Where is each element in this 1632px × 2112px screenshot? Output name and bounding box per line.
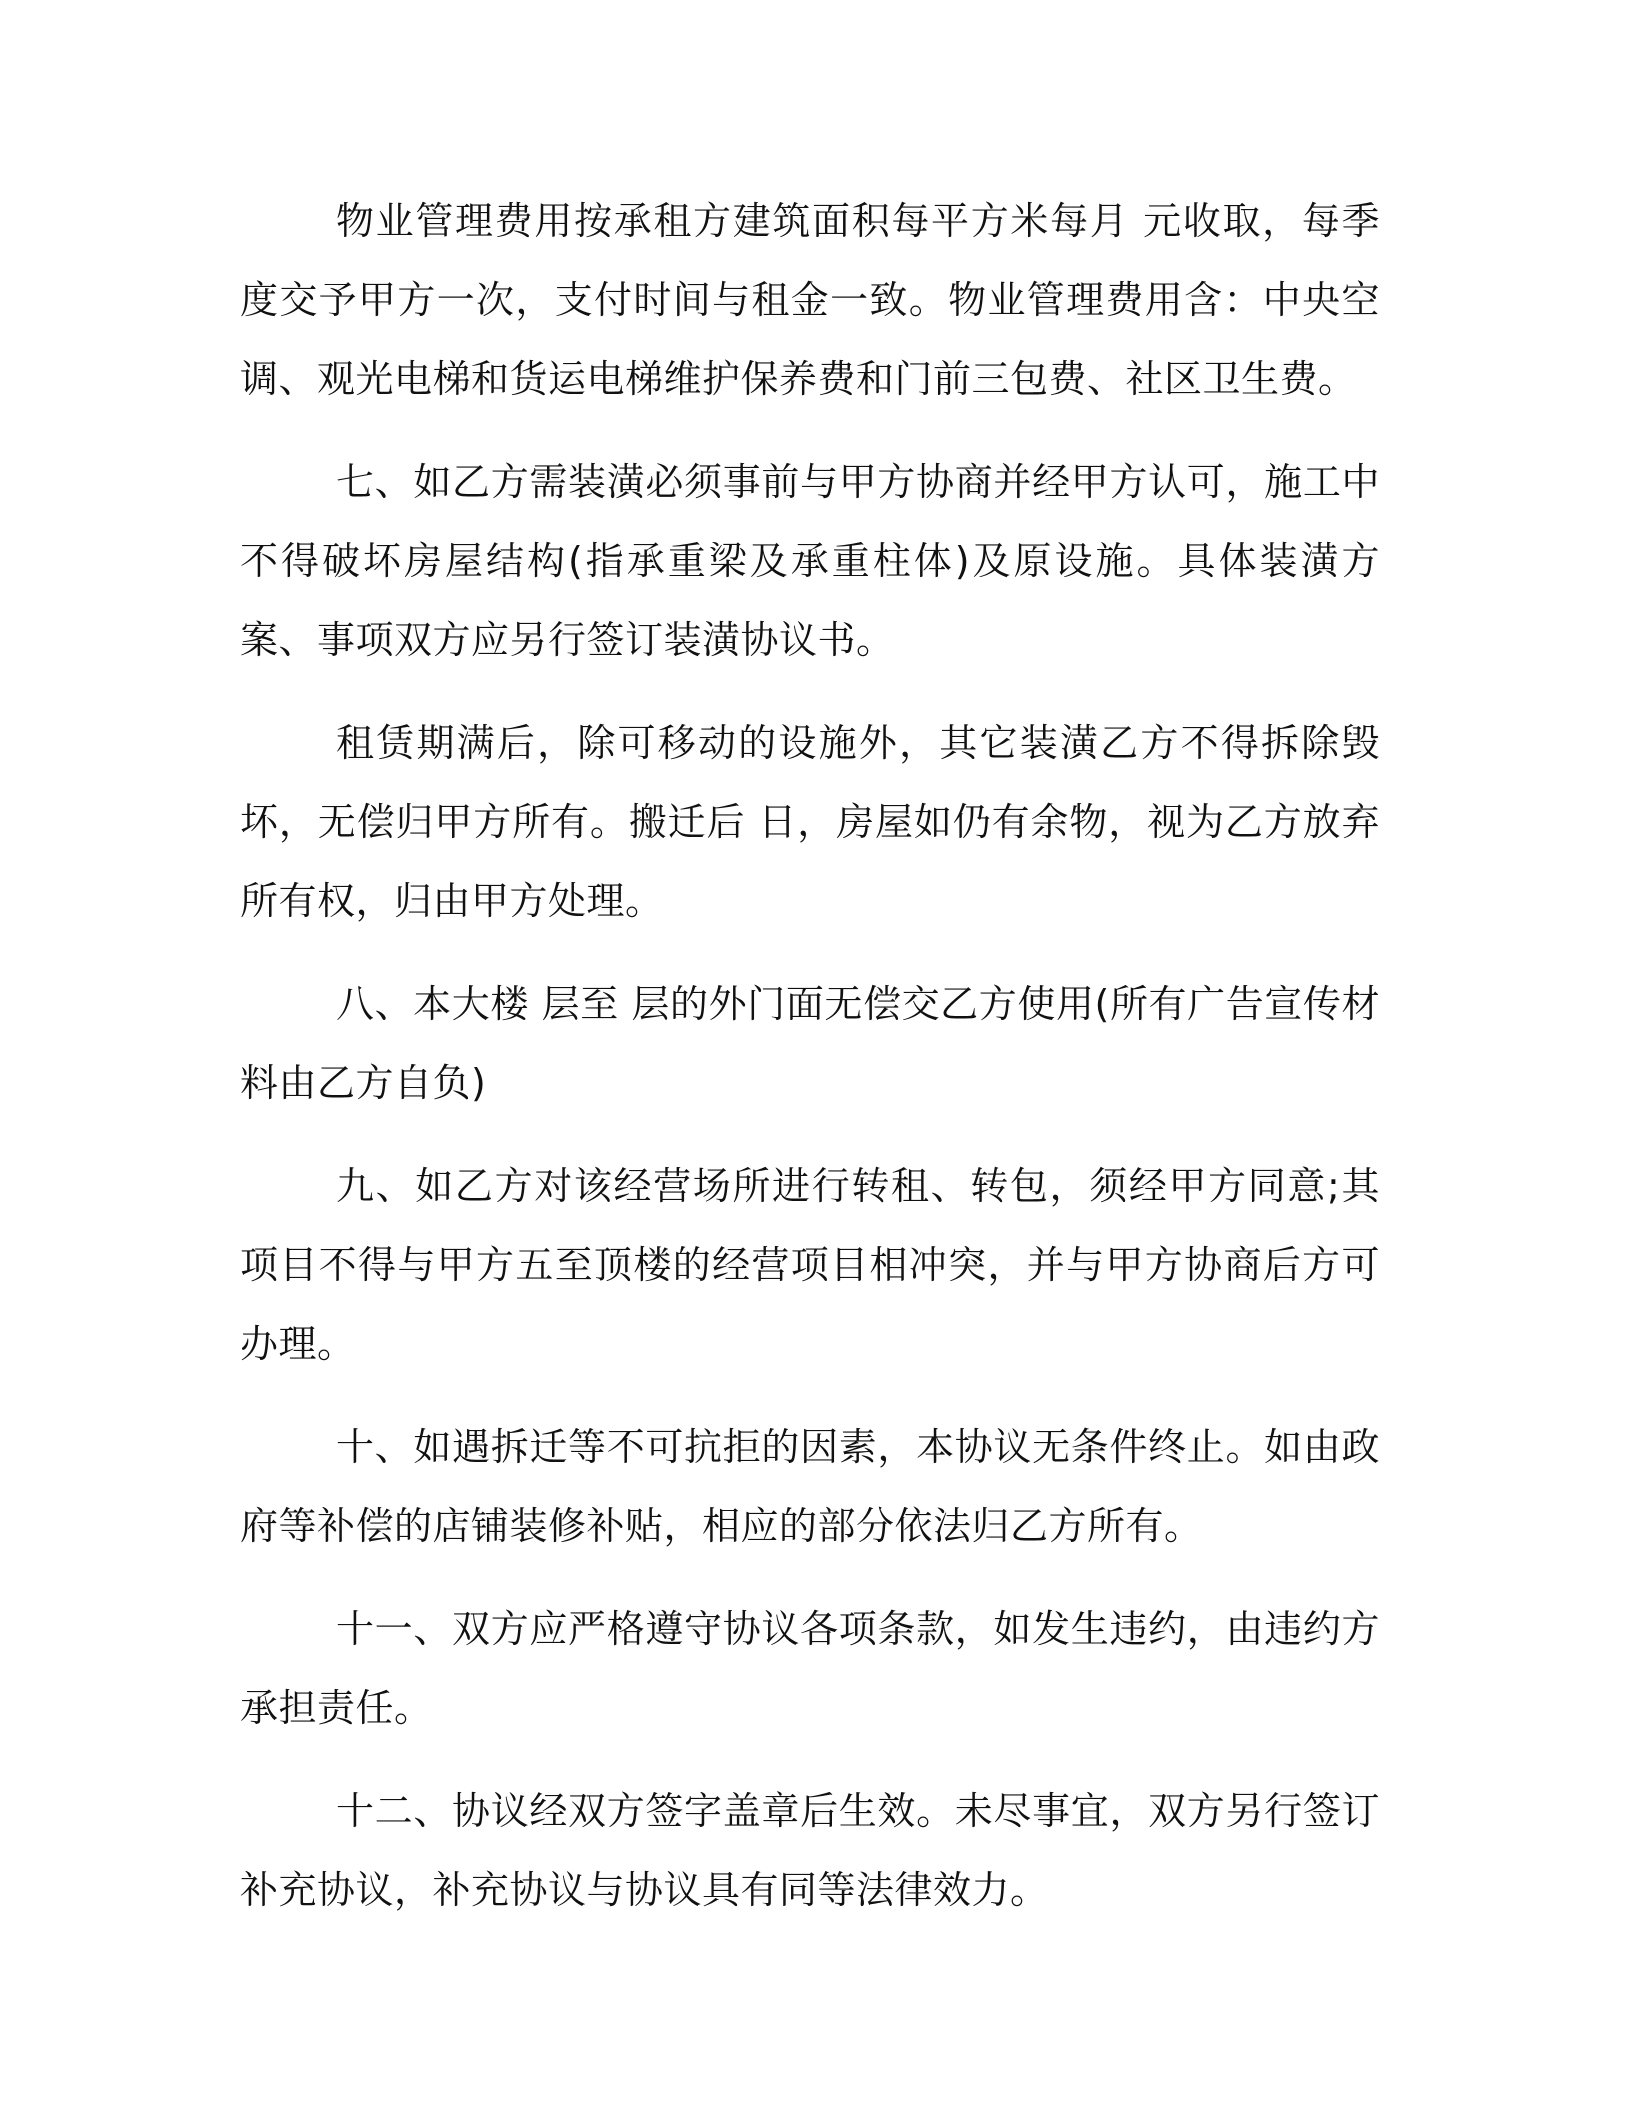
document-body bbox=[240, 182, 1380, 1954]
paragraph-property-fee: 物业管理费用按承租方建筑面积每平方米每月 元收取，每季度交予甲方一次，支付时间与租金一致。物业管理费用含：中央空调、观光电梯和货运电梯维护保养费和门前三包费、社区卫生费。 bbox=[240, 199, 1380, 401]
paragraph-clause-7: 七、如乙方需装潢必须事前与甲方协商并经甲方认可，施工中不得破坏房屋结构(指承重梁及承重柱体)及原设施。具体装潢方案、事项双方应另行签订装潢协议书。 bbox=[240, 460, 1380, 662]
paragraph-clause-11: 十一、双方应严格遵守协议各项条款，如发生违约，由违约方承担责任。 bbox=[240, 1607, 1380, 1730]
paragraph-clause-10: 十、如遇拆迁等不可抗拒的因素，本协议无条件终止。如由政府等补偿的店铺装修补贴，相应的部分依法归乙方所有。 bbox=[240, 1425, 1380, 1548]
paragraph-clause-12: 十二、协议经双方签字盖章后生效。未尽事宜，双方另行签订补充协议，补充协议与协议具有同等法律效力。 bbox=[240, 1789, 1380, 1912]
paragraph-clause-9: 九、如乙方对该经营场所进行转租、转包，须经甲方同意;其项目不得与甲方五至顶楼的经营项目相冲突，并与甲方协商后方可办理。 bbox=[240, 1164, 1380, 1366]
paragraph-lease-expiry: 租赁期满后，除可移动的设施外，其它装潢乙方不得拆除毁坏，无偿归甲方所有。搬迁后 日，房屋如仍有余物，视为乙方放弃所有权，归由甲方处理。 bbox=[240, 721, 1380, 923]
paragraph-clause-8: 八、本大楼 层至 层的外门面无偿交乙方使用(所有广告宣传材料由乙方自负) bbox=[240, 982, 1380, 1105]
